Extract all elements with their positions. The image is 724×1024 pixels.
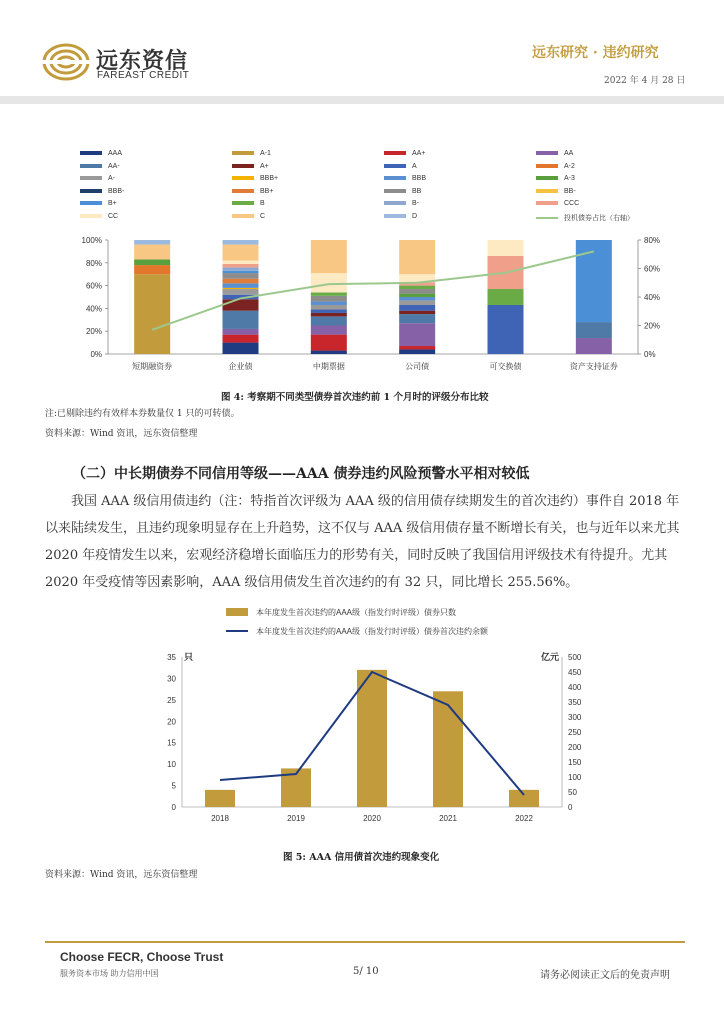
chart1-legend-item	[384, 163, 417, 170]
y2-tick-label: 20%	[644, 321, 661, 331]
chart1-legend-item	[384, 188, 421, 195]
legend-label: 本年度发生首次违约的AAA级（指发行时评级）债券首次违约余额	[256, 627, 489, 636]
bar-segment	[134, 265, 170, 274]
bar-segment	[223, 245, 259, 261]
speculative-share-line	[152, 251, 594, 329]
y-tick-label: 40%	[85, 304, 102, 314]
x-tick-label: 2021	[439, 814, 457, 823]
legend-swatch	[536, 217, 558, 219]
legend-label: AA	[564, 150, 574, 157]
bar-segment	[223, 335, 259, 343]
y2-tick-label: 0	[568, 803, 573, 812]
footer-divider	[45, 941, 685, 943]
legend-swatch	[536, 176, 558, 180]
report-date: 2022 年 4 月 28 日	[604, 76, 686, 86]
bar-segment	[399, 323, 435, 346]
x-tick-label: 可交换债	[489, 362, 522, 371]
legend-swatch	[536, 201, 558, 205]
bar-segment	[311, 310, 347, 313]
x-tick-label: 资产支持证券	[569, 362, 618, 371]
y2-tick-label: 100	[568, 773, 582, 782]
x-tick-label: 2020	[363, 814, 381, 823]
legend-label: 投机债券占比（右轴）	[564, 214, 634, 222]
footer-subslogan: 服务资本市场 助力信用中国	[60, 969, 159, 978]
brand-name-cn: 远东资信	[96, 48, 189, 73]
bar-segment	[223, 343, 259, 354]
bar-segment	[311, 351, 347, 354]
header-divider	[0, 96, 724, 104]
chart1-legend-item	[536, 175, 575, 182]
y-tick-label: 0	[171, 803, 176, 812]
bar-segment	[399, 297, 435, 300]
legend-swatch	[384, 189, 406, 193]
chart1-legend-item	[232, 163, 269, 170]
bar-segment	[311, 302, 347, 305]
legend-swatch	[80, 151, 102, 155]
legend-label: A-2	[564, 162, 575, 170]
y-tick-label: 0%	[90, 350, 102, 359]
legend-swatch	[80, 189, 102, 193]
bar-count	[357, 670, 387, 807]
chart1-legend-item	[80, 200, 117, 207]
legend-label: A	[412, 162, 417, 170]
bar-segment	[223, 267, 259, 270]
legend-swatch	[80, 214, 102, 218]
bar-segment	[399, 349, 435, 354]
x-tick-label: 2022	[515, 814, 533, 823]
legend-label: A-	[108, 175, 115, 182]
y2-tick-label: 40%	[644, 293, 661, 302]
section-title: （二）中长期债券不同信用等级——AAA 债券违约风险预警水平相对较低	[72, 466, 530, 482]
legend-swatch	[536, 189, 558, 193]
bar-count	[509, 790, 539, 807]
legend-swatch	[232, 214, 254, 218]
chart1-caption: 图 4: 考察期不同类型债券首次违约前 1 个月时的评级分布比较	[221, 392, 489, 403]
bar-segment	[488, 289, 524, 305]
chart1-legend-item	[80, 213, 118, 220]
footer-slogan: Choose FECR, Choose Trust	[60, 950, 224, 964]
legend-swatch-bars	[226, 608, 248, 616]
chart1-legend-item	[384, 150, 425, 157]
legend-swatch	[232, 151, 254, 155]
y-axis-unit: 只	[184, 652, 194, 662]
legend-label: 本年度发生首次违约的AAA级（指发行时评级）债券只数	[256, 608, 457, 617]
legend-label: A-1	[260, 150, 271, 157]
chart1-legend-item	[232, 200, 265, 207]
legend-swatch	[80, 176, 102, 180]
bar-segment	[311, 316, 347, 325]
bar-segment	[399, 240, 435, 274]
chart1-legend-item	[536, 213, 634, 223]
legend-label: CCC	[564, 200, 580, 207]
y2-tick-label: 400	[568, 683, 582, 692]
y2-tick-label: 250	[568, 728, 582, 737]
chart1-source: 资料来源：Wind 资讯，远东资信整理	[45, 429, 198, 439]
legend-label: CC	[108, 212, 119, 220]
chart1-legend-item	[232, 188, 273, 195]
chart1-legend-item	[384, 213, 417, 220]
legend-label: C	[260, 212, 266, 220]
legend-swatch	[80, 164, 102, 168]
y-tick-label: 35	[167, 653, 176, 662]
legend-label: BBB	[412, 175, 427, 182]
legend-swatch	[384, 214, 406, 218]
bar-segment	[399, 289, 435, 294]
bar-segment	[223, 279, 259, 284]
chart1-legend-item	[384, 175, 426, 182]
chart1-legend-item	[536, 163, 575, 170]
x-tick-label: 2019	[287, 814, 305, 823]
bar-segment	[399, 314, 435, 323]
report-series: 远东研究 · 违约研究	[532, 45, 659, 61]
bar-count	[433, 691, 463, 807]
chart1-legend-item	[536, 188, 576, 195]
bar-segment	[576, 322, 612, 338]
bar-segment	[399, 286, 435, 289]
x-tick-label: 2018	[211, 814, 229, 823]
legend-swatch	[536, 151, 558, 155]
y-tick-label: 80%	[85, 258, 102, 268]
chart1-legend-item	[232, 150, 271, 157]
legend-swatch	[232, 201, 254, 205]
x-tick-label: 企业债	[228, 362, 253, 371]
y2-tick-label: 50	[568, 788, 577, 797]
chart1-legend-item	[536, 150, 573, 157]
legend-label: D	[412, 212, 418, 220]
bar-segment	[134, 240, 170, 245]
legend-label: AA+	[412, 150, 426, 157]
legend-swatch	[536, 164, 558, 168]
bar-segment	[134, 259, 170, 265]
legend-label: A-3	[564, 175, 575, 182]
bar-segment	[223, 288, 259, 289]
bar-segment	[399, 311, 435, 314]
y2-tick-label: 350	[568, 698, 582, 707]
legend-label: BBB-	[108, 187, 125, 195]
chart2-source: 资料来源：Wind 资讯，远东资信整理	[45, 870, 198, 880]
bar-segment	[311, 240, 347, 273]
brand-logo	[42, 42, 90, 82]
chart1-legend-item	[232, 213, 265, 220]
chart1-legend-item	[80, 150, 122, 157]
legend-swatch	[384, 164, 406, 168]
y-tick-label: 20%	[85, 327, 102, 337]
chart1-legend-item	[80, 175, 115, 182]
y2-tick-label: 450	[568, 668, 582, 677]
bar-segment	[134, 245, 170, 260]
bar-segment	[311, 273, 347, 292]
brand-name-en: FAREAST CREDIT	[97, 70, 190, 81]
y2-tick-label: 80%	[644, 236, 661, 245]
bar-segment	[311, 313, 347, 316]
footer-disclaimer: 请务必阅读正文后的免责声明	[540, 970, 670, 981]
bar-segment	[311, 292, 347, 295]
legend-label: B+	[108, 200, 117, 207]
chart1-legend-item	[80, 188, 124, 195]
legend-label: BB	[412, 187, 422, 195]
legend-label: AA-	[108, 162, 120, 170]
y2-tick-label: 0%	[644, 350, 656, 359]
y-tick-label: 20	[167, 717, 176, 727]
bar-segment	[223, 261, 259, 264]
bar-segment	[311, 326, 347, 335]
y2-tick-label: 500	[568, 653, 582, 662]
bar-segment	[311, 296, 347, 302]
legend-swatch	[232, 189, 254, 193]
section-paragraph: 我国 AAA 级信用债违约（注：特指首次评级为 AAA 级的信用债存续期发生的首次违约）事件自 2018 年以来陆续发生，且违约现象明显存在上升趋势，这不仅与 AAA 级信用债存量不断增长有关，也与近年以来尤其 2020 年疫情发生以来，宏观经济稳增长面临压力的形势有关，同时反映了我国信用评级技术有待提升。尤其 2020 年受疫情等因素影响，AAA 级信用债发生首次违约的有 32 只，同比增长 255.56%。	[45, 494, 680, 590]
legend-swatch	[384, 151, 406, 155]
y2-tick-label: 150	[568, 758, 582, 767]
bar-segment	[311, 305, 347, 310]
y-tick-label: 100%	[81, 236, 102, 245]
bar-segment	[223, 240, 259, 245]
bar-segment	[223, 289, 259, 295]
legend-label: A+	[260, 162, 269, 170]
chart1-legend-item	[232, 175, 278, 182]
legend-label: BB-	[564, 187, 576, 195]
x-tick-label: 短期融资券	[132, 362, 173, 371]
y-tick-label: 5	[171, 781, 176, 791]
legend-label: B	[260, 200, 265, 207]
bar-segment	[223, 271, 259, 273]
legend-swatch	[384, 176, 406, 180]
bar-segment	[399, 346, 435, 349]
legend-swatch	[232, 176, 254, 180]
bar-segment	[311, 335, 347, 351]
chart1-note: 注:已剔除违约有效样本券数量仅 1 只的可转债。	[45, 409, 240, 419]
chart1-legend-item	[80, 163, 120, 170]
bar-segment	[223, 329, 259, 335]
y2-tick-label: 300	[568, 713, 582, 722]
bar-segment	[223, 311, 259, 329]
bar-segment	[223, 299, 259, 310]
bar-segment	[223, 264, 259, 267]
chart1-stacked-bars	[40, 232, 690, 377]
y-tick-label: 15	[167, 738, 176, 748]
bar-segment	[223, 273, 259, 279]
y-tick-label: 30	[167, 674, 176, 684]
y2-tick-label: 60%	[644, 264, 661, 274]
bar-segment	[399, 305, 435, 311]
bar-segment	[488, 305, 524, 354]
legend-swatch	[80, 201, 102, 205]
legend-label: B-	[412, 200, 419, 207]
legend-label: AAA	[108, 150, 123, 157]
y2-axis-unit: 亿元	[540, 652, 559, 662]
x-tick-label: 公司债	[405, 362, 430, 371]
legend-swatch	[232, 164, 254, 168]
bar-segment	[223, 283, 259, 288]
chart2-caption: 图 5: AAA 信用债首次违约现象变化	[283, 852, 440, 863]
bar-segment	[399, 300, 435, 305]
chart2-combo	[150, 600, 600, 830]
legend-label: BB+	[260, 187, 274, 195]
x-tick-label: 中期票据	[312, 362, 345, 371]
legend-swatch	[384, 201, 406, 205]
bar-segment	[399, 294, 435, 297]
legend-label: BBB+	[260, 175, 279, 182]
y-tick-label: 10	[167, 760, 176, 770]
bar-segment	[576, 338, 612, 354]
chart1-legend-item	[384, 200, 419, 207]
chart1-legend-item	[536, 200, 579, 207]
page-number: 5/ 10	[353, 966, 379, 977]
bar-segment	[488, 240, 524, 256]
chart1-legend	[80, 150, 680, 235]
bar-segment	[134, 274, 170, 354]
y-tick-label: 60%	[85, 281, 102, 291]
bar-count	[205, 790, 235, 807]
y2-tick-label: 200	[568, 743, 582, 752]
y-tick-label: 25	[167, 695, 176, 705]
